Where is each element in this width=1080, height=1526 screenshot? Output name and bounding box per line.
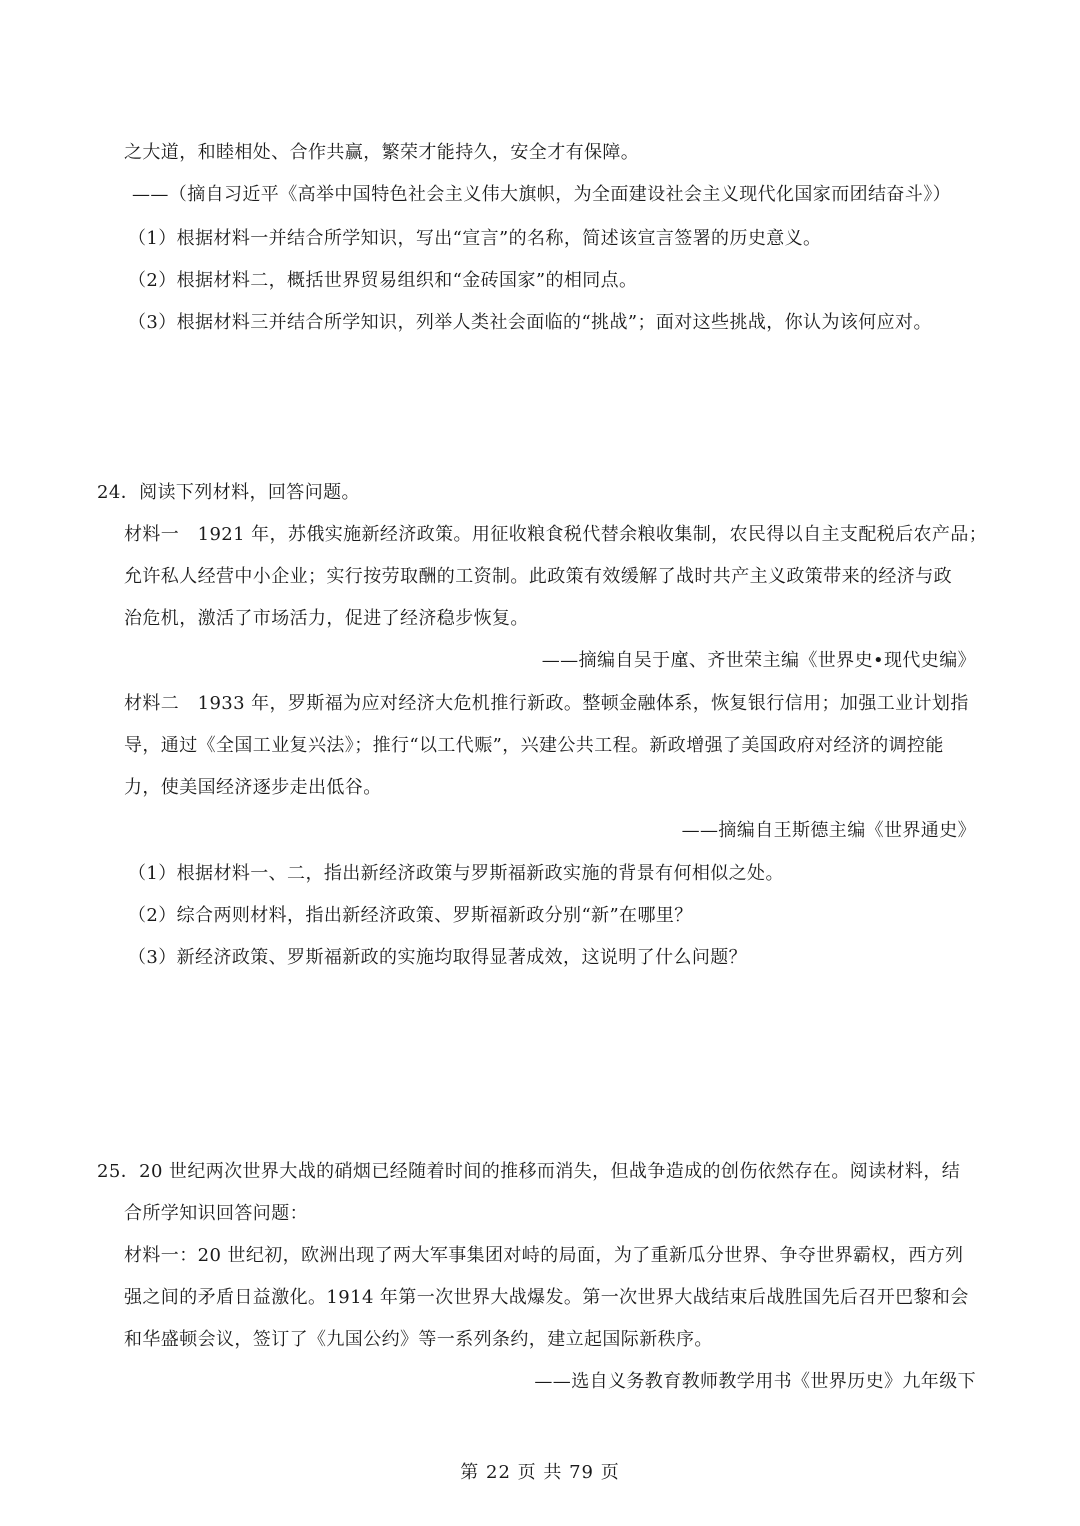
q25-material1-line1: 材料一：20 世纪初，欧洲出现了两大军事集团对峙的局面，为了重新瓜分世界、争夺世界霸权，西方列 (124, 1245, 964, 1266)
q25-title-line1: 25．20 世纪两次世界大战的硝烟已经随着时间的推移而消失，但战争造成的创伤依然存在。阅读材料，结 (97, 1161, 961, 1182)
q24-subquestion-2: （2）综合两则材料，指出新经济政策、罗斯福新政分别“新”在哪里？ (128, 905, 693, 926)
q24-subquestion-1: （1）根据材料一、二，指出新经济政策与罗斯福新政实施的背景有何相似之处。 (128, 863, 784, 884)
q23-tail-line1: 之大道，和睦相处、合作共赢，繁荣才能持久，安全才有保障。 (124, 142, 640, 163)
q23-subquestion-3: （3）根据材料三并结合所学知识，列举人类社会面临的“挑战”；面对这些挑战，你认为该何应对。 (128, 312, 932, 333)
q25-material1-line2: 强之间的矛盾日益激化。1914 年第一次世界大战爆发。第一次世界大战结束后战胜国先后召开巴黎和会 (124, 1287, 969, 1308)
q23-subquestion-2: （2）根据材料二，概括世界贸易组织和“金砖国家”的相同点。 (128, 270, 638, 291)
q24-material1-line2: 允许私人经营中小企业；实行按劳取酬的工资制。此政策有效缓解了战时共产主义政策带来的经济与政 (124, 566, 952, 587)
page-number-footer: 第 22 页 共 79 页 (460, 1462, 620, 1483)
q24-material1-line3: 治危机，激活了市场活力，促进了经济稳步恢复。 (124, 608, 529, 629)
q24-title: 24．阅读下列材料，回答问题。 (97, 482, 360, 503)
q23-tail-source: ——（摘自习近平《高举中国特色社会主义伟大旗帜，为全面建设社会主义现代化国家而团结奋斗》） (132, 184, 951, 205)
q24-material2-source: ——摘编自王斯德主编《世界通史》 (681, 820, 976, 841)
q24-material1-source: ——摘编自吴于廑、齐世荣主编《世界史•现代史编》 (541, 650, 976, 671)
q24-material2-line3: 力，使美国经济逐步走出低谷。 (124, 777, 382, 798)
q24-material2-line1: 材料二 1933 年，罗斯福为应对经济大危机推行新政。整顿金融体系，恢复银行信用；加强工业计划指 (124, 693, 969, 714)
q25-material1-line3: 和华盛顿会议，签订了《九国公约》等一系列条约，建立起国际新秩序。 (124, 1329, 713, 1350)
q24-material1-line1: 材料一 1921 年，苏俄实施新经济政策。用征收粮食税代替余粮收集制，农民得以自主支配税后农产品； (124, 524, 988, 545)
q24-subquestion-3: （3）新经济政策、罗斯福新政的实施均取得显著成效，这说明了什么问题？ (128, 947, 748, 968)
q24-material2-line2: 导，通过《全国工业复兴法》；推行“以工代赈”，兴建公共工程。新政增强了美国政府对经济的调控能 (124, 735, 944, 756)
q25-title-line2: 合所学知识回答问题： (124, 1203, 308, 1224)
q25-material1-source: ——选自义务教育教师教学用书《世界历史》九年级下 (534, 1371, 976, 1392)
q23-subquestion-1: （1）根据材料一并结合所学知识，写出“宣言”的名称，简述该宣言签署的历史意义。 (128, 228, 822, 249)
